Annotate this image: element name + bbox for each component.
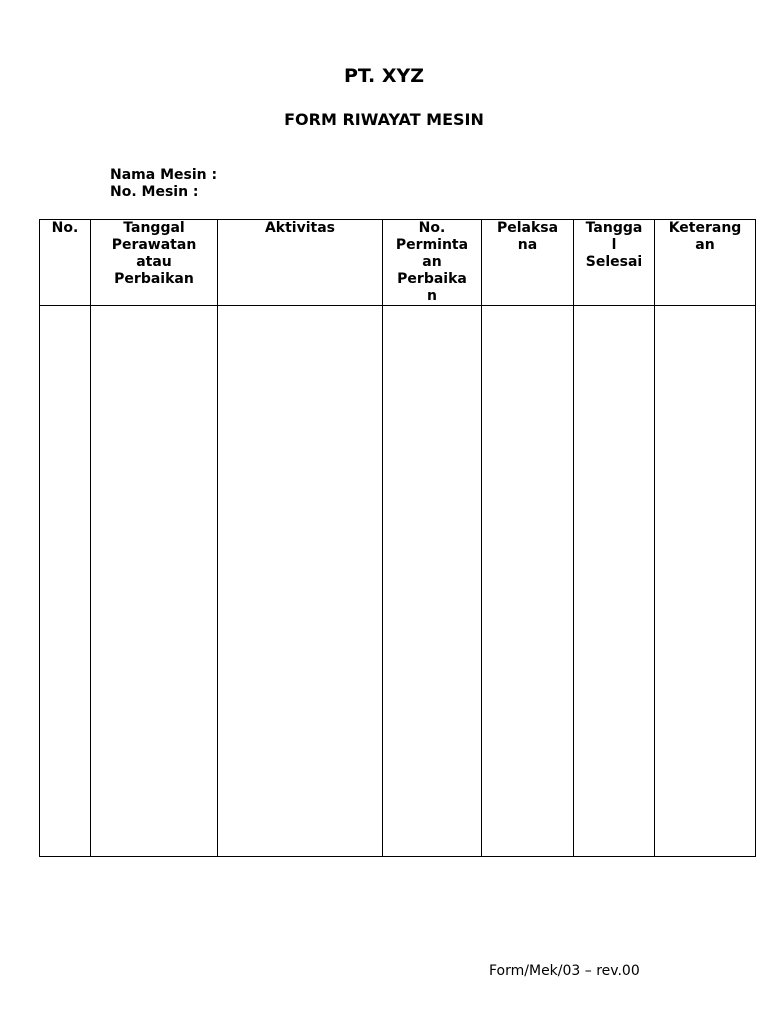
table-cell [383,306,482,857]
header-line: Perminta [395,237,469,253]
header-line: l [611,237,617,253]
header-line: Perawatan [111,237,197,253]
table-row [40,306,756,857]
column-header-activity [218,220,383,306]
header-line: Perbaikan [114,271,194,287]
header-line: Aktivitas [264,220,336,236]
column-header-repair-request-no [383,220,482,306]
header-line: atau [136,254,172,270]
column-header-completion-date [574,220,655,306]
column-header-executor [482,220,574,306]
machine-history-table [39,219,756,857]
column-header-no [40,220,91,306]
table-cell [574,306,655,857]
header-line: No. [51,220,79,236]
header-line: Selesai [585,254,643,270]
table-cell [91,306,218,857]
company-name: PT. XYZ [343,65,425,87]
header-line: an [695,237,715,253]
machine-name-label: Nama Mesin : [110,167,218,183]
machine-no-label: No. Mesin : [110,184,199,200]
header-line: Keterang [668,220,742,236]
header-line: No. [418,220,446,236]
header-line: Tanggal [123,220,185,236]
table-cell [40,306,91,857]
header-line: an [422,254,442,270]
header-line: Perbaika [397,271,467,287]
form-title: FORM RIWAYAT MESIN [284,110,484,129]
machine-info-fields [110,167,217,201]
table-header-row [40,220,756,306]
header-line: n [427,288,437,304]
header-line: Pelaksa [496,220,559,236]
table-cell [655,306,756,857]
table-cell [482,306,574,857]
header-line: Tangga [585,220,643,236]
header-line: na [517,237,538,253]
column-header-notes [655,220,756,306]
table-cell [218,306,383,857]
form-code: Form/Mek/03 – rev.00 [489,963,640,979]
column-header-maintenance-date [91,220,218,306]
